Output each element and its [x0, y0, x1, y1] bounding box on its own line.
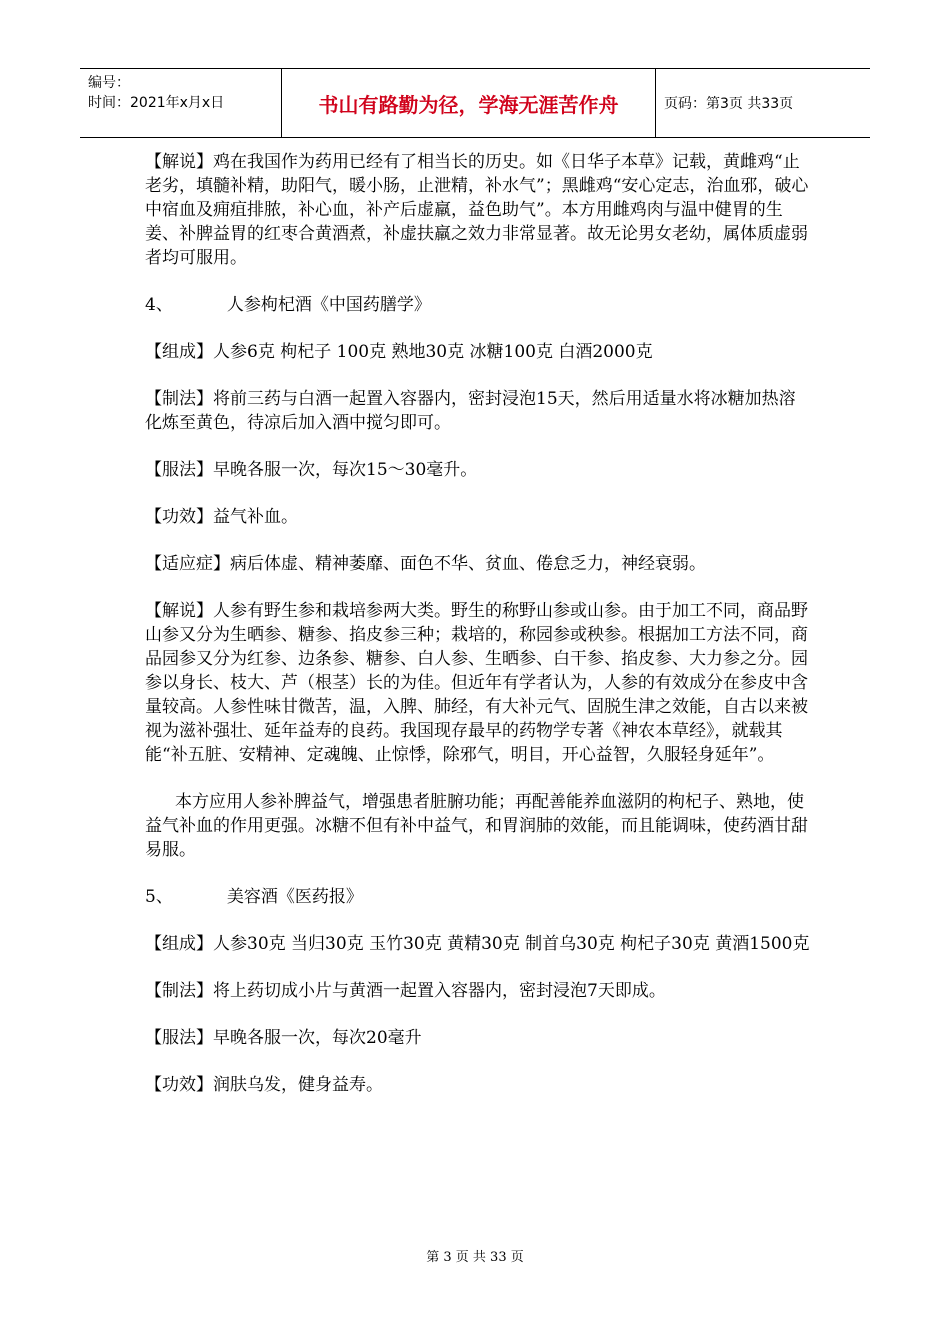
paragraph-dosage-2: 【服法】早晚各服一次，每次20毫升 — [145, 1028, 422, 1048]
recipe-heading-5: 5、 美容酒《医药报》 — [145, 887, 363, 907]
header-motto: 书山有路勤为径，学海无涯苦作舟 — [282, 69, 656, 137]
paragraph-ingredients: 【组成】人参6克 枸杞子 100克 熟地30克 冰糖100克 白酒2000克 — [145, 342, 653, 362]
paragraph-efficacy-2: 【功效】润肤乌发，健身益寿。 — [145, 1075, 383, 1095]
header-table — [80, 68, 870, 138]
paragraph-efficacy: 【功效】益气补血。 — [145, 507, 298, 527]
paragraph-explanation-chicken: 【解说】鸡在我国作为药用已经有了相当长的历史。如《日华子本草》记载，黄雌鸡“止老劣，填髓补精，助阳气，暖小肠，止泄精，补水气”；黑雌鸡“安心定志，治血邪，破心中宿血及痈疽排脓，补心血，补产后虚羸，益色助气”。本方用雌鸡肉与温中健胃的生姜、补脾益胃的红枣合黄酒煮，补虚扶羸之效力非常显著。故无论男女老幼，属体质虚弱者均可服用。 — [145, 152, 809, 268]
paragraph-dosage: 【服法】早晚各服一次，每次15～30毫升。 — [145, 460, 478, 480]
document-date: 时间：2021年x月x日 — [88, 95, 225, 111]
page-footer: 第 3 页 共 33 页 — [426, 1250, 524, 1265]
recipe-heading-4: 4、 人参枸杞酒《中国药膳学》 — [145, 295, 431, 315]
paragraph-ingredients-2: 【组成】人参30克 当归30克 玉竹30克 黄精30克 制首乌30克 枸杞子30克 黄酒1500克 — [145, 934, 810, 954]
paragraph-explanation-ginseng: 【解说】人参有野生参和栽培参两大类。野生的称野山参或山参。由于加工不同，商品野山参又分为生晒参、糖参、掐皮参三种；栽培的，称园参或秧参。根据加工方法不同，商品园参又分为红参、边条参、糖参、白人参、生晒参、白干参、掐皮参、大力参之分。园参以身长、枝大、芦（根茎）长的为佳。但近年有学者认为，人参的有效成分在参皮中含量较高。人参性味甘微苦，温，入脾、肺经，有大补元气、固脱生津之效能，自古以来被视为滋补强壮、延年益寿的良药。我国现存最早的药物学专著《神农本草经》，就载其能“补五脏、安精神、定魂魄、止惊悸，除邪气，明目，开心益智，久服轻身延年”。 — [145, 601, 808, 765]
paragraph-preparation: 【制法】将前三药与白酒一起置入容器内，密封浸泡15天，然后用适量水将冰糖加热溶化炼至黄色，待凉后加入酒中搅匀即可。 — [145, 389, 796, 433]
document-body — [145, 150, 810, 1097]
document-number: 编号： — [88, 75, 130, 91]
paragraph-formula-notes: 本方应用人参补脾益气，增强患者脏腑功能；再配善能养血滋阴的枸杞子、熟地，使益气补血的作用更强。冰糖不但有补中益气，和胃润肺的效能，而且能调味，使药酒甘甜易服。 — [145, 792, 808, 860]
header-meta — [80, 69, 282, 137]
paragraph-indications: 【适应症】病后体虚、精神萎靡、面色不华、贫血、倦怠乏力，神经衰弱。 — [145, 554, 706, 574]
paragraph-preparation-2: 【制法】将上药切成小片与黄酒一起置入容器内，密封浸泡7天即成。 — [145, 981, 666, 1001]
header-page-info: 页码：第3页 共33页 — [664, 96, 794, 112]
